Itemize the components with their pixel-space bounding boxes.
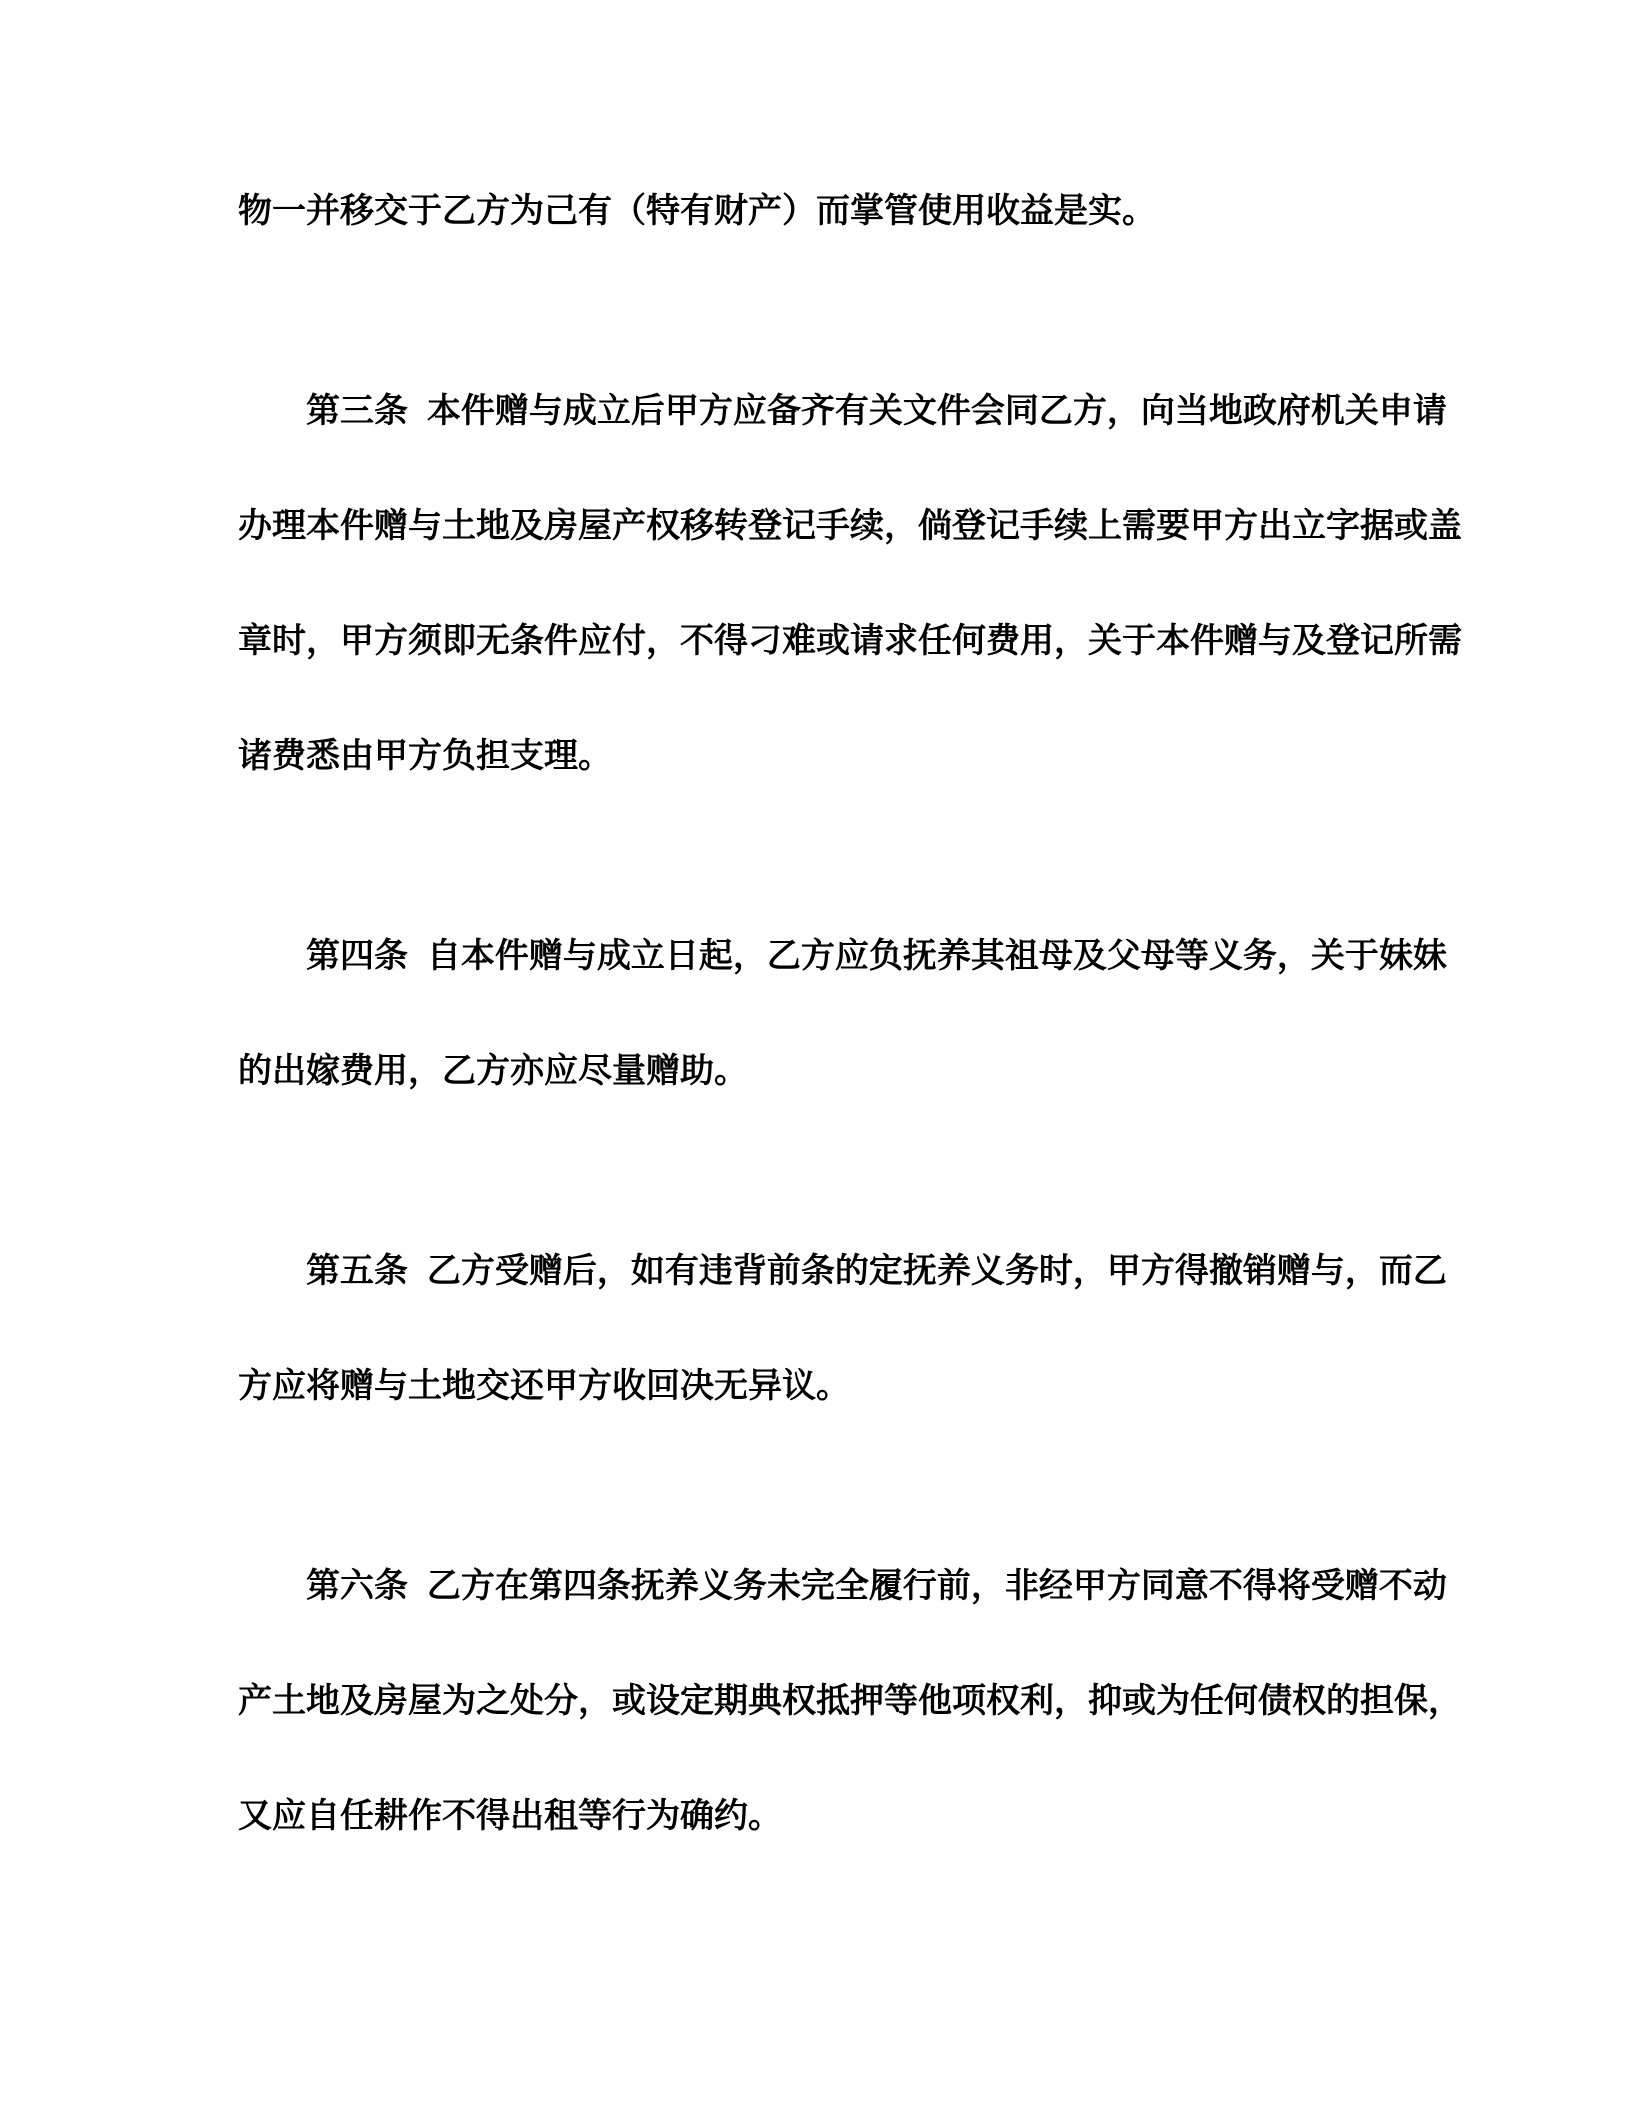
continuation-paragraph	[238, 154, 1398, 269]
text-line: 办理本件赠与土地及房屋产权移转登记手续，倘登记手续上需要甲方出立字据或盖	[238, 507, 1462, 545]
text-line: 第三条 本件赠与成立后甲方应备齐有关文件会同乙方，向当地政府机关申请	[306, 392, 1447, 430]
article-3	[238, 354, 1462, 814]
text-line: 第五条 乙方受赠后，如有违背前条的定抚养义务时，甲方得撤销赠与，而乙	[306, 1252, 1447, 1290]
text-line: 又应自任耕作不得出租等行为确约。	[238, 1797, 782, 1835]
text-line: 产土地及房屋为之处分，或设定期典权抵押等他项权利，抑或为任何债权的担保，	[238, 1682, 1462, 1720]
text-line: 物一并移交于乙方为己有（特有财产）而掌管使用收益是实。	[238, 192, 1156, 230]
text-line: 诸费悉由甲方负担支理。	[238, 737, 612, 775]
document-text-block	[238, 154, 1462, 1959]
text-line: 的出嫁费用，乙方亦应尽量赠助。	[238, 1052, 748, 1090]
text-line: 章时，甲方须即无条件应付，不得刁难或请求任何费用，关于本件赠与及登记所需	[238, 622, 1462, 660]
text-line: 方应将赠与土地交还甲方收回决无异议。	[238, 1367, 850, 1405]
article-6	[238, 1529, 1462, 1874]
article-4	[238, 899, 1447, 1129]
text-line: 第六条 乙方在第四条抚养义务未完全履行前，非经甲方同意不得将受赠不动	[306, 1567, 1447, 1605]
text-line: 第四条 自本件赠与成立日起，乙方应负抚养其祖母及父母等义务，关于妹妹	[306, 937, 1447, 975]
article-5	[238, 1214, 1447, 1444]
